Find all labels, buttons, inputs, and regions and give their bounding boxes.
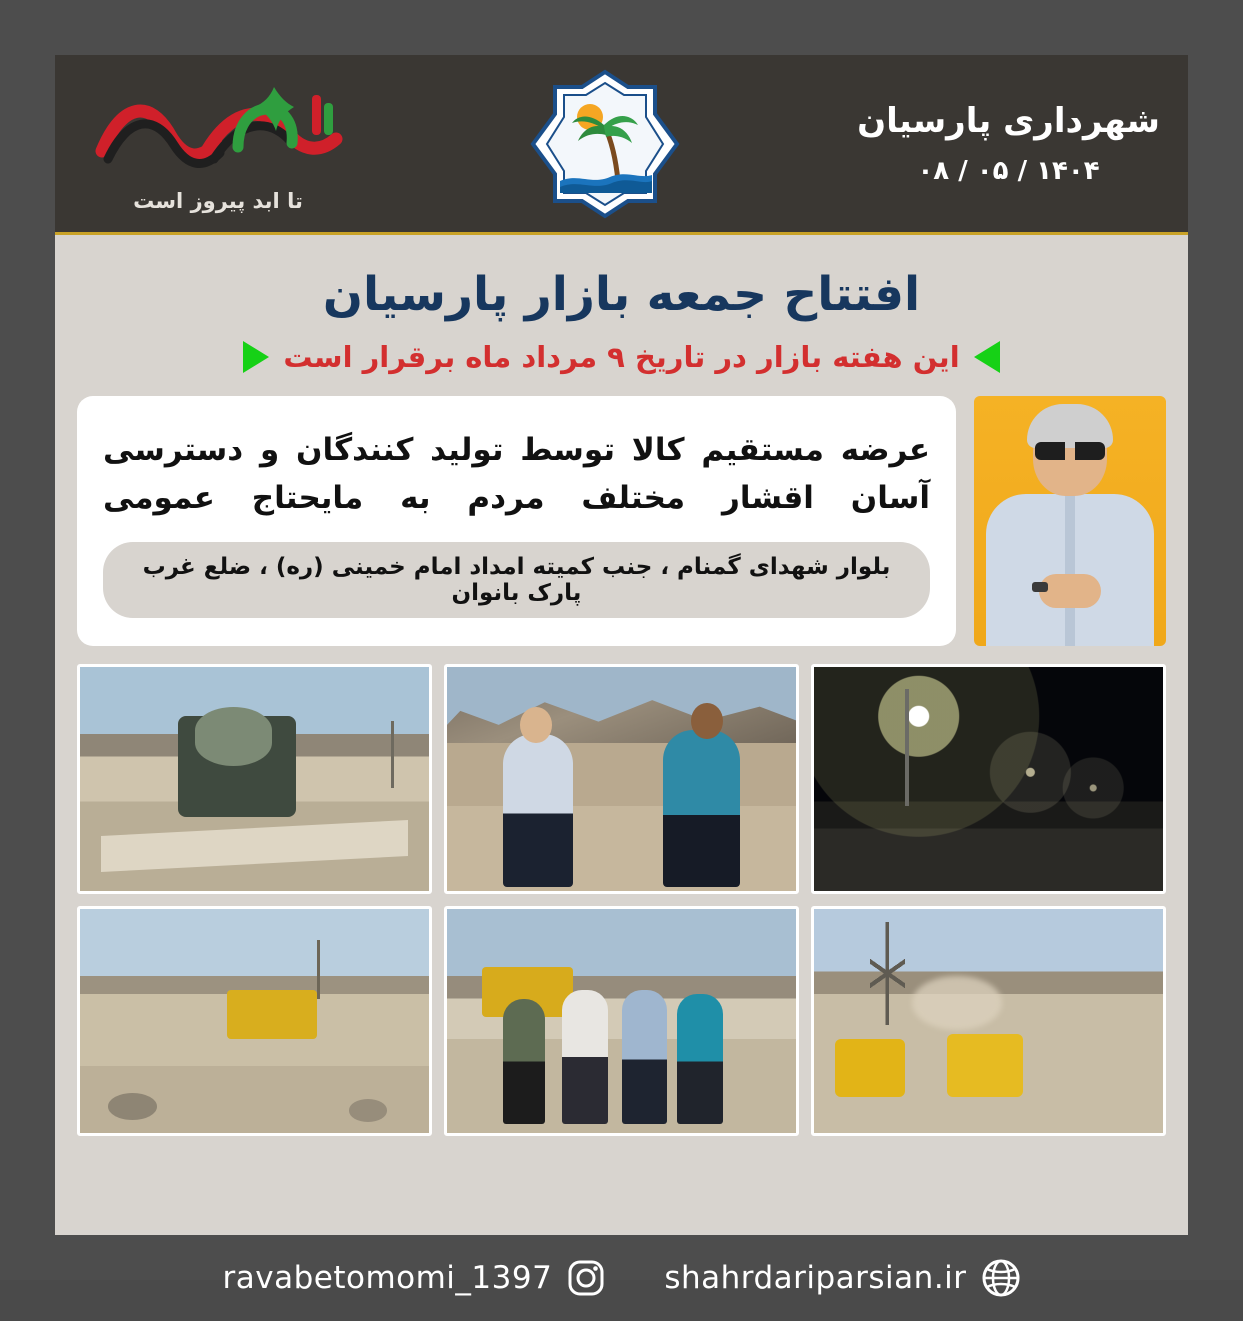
municipality-block: [857, 100, 1160, 187]
photo-grid: [77, 664, 1166, 1136]
arrow-left-icon: [974, 341, 1000, 373]
instagram-link[interactable]: [222, 1258, 606, 1298]
photo-grader-site: [77, 906, 432, 1136]
glasses-icon: [1035, 442, 1105, 460]
portrait-watch: [1032, 582, 1048, 592]
excavator: [947, 1034, 1024, 1097]
road-roller: [835, 1039, 905, 1097]
power-pylon: [391, 721, 394, 788]
arrow-right-icon: [243, 341, 269, 373]
person-3: [622, 990, 667, 1124]
brand-subtitle: تا ابد پیروز است: [133, 188, 303, 213]
website-text: shahrdariparsian.ir: [664, 1260, 967, 1296]
person-right: [663, 730, 740, 887]
portrait-photo: [974, 396, 1166, 646]
portrait-shirt-placket: [1065, 496, 1075, 646]
city-name: شهرداری پارسیان: [857, 101, 1160, 141]
instagram-icon: [566, 1258, 606, 1298]
concrete-slab: [101, 820, 408, 872]
poster-header: [55, 55, 1188, 235]
photo-officials-group: [444, 906, 799, 1136]
person-4: [677, 994, 722, 1124]
person-right-head: [691, 703, 722, 739]
info-description: عرضه مستقیم کالا توسط تولید کنندگان و دسترسی آسان اقشار مختلف مردم به مایحتاج عمومی: [103, 431, 930, 516]
brand-mark: [83, 75, 353, 187]
website-link[interactable]: [664, 1258, 1020, 1298]
person-left-head: [520, 707, 551, 743]
globe-icon: [981, 1258, 1021, 1298]
photo-night-roadworks: [811, 664, 1166, 894]
rock-pile-left: [108, 1093, 157, 1120]
publish-date: ۱۴۰۴ / ۰۵ / ۰۸: [917, 155, 1100, 186]
light-pole: [317, 940, 320, 998]
palm-sun-emblem-icon: [529, 68, 681, 220]
mixer-drum: [195, 707, 272, 765]
person-left: [503, 734, 573, 886]
page-title: افتتاح جمعه بازار پارسیان: [322, 267, 921, 322]
grader-machine: [227, 990, 318, 1039]
instagram-handle: ravabetomomi_1397: [222, 1260, 553, 1296]
person-2: [562, 990, 607, 1124]
photo-concrete-truck: [77, 664, 432, 894]
poster-footer: [55, 1235, 1188, 1321]
info-row: [77, 396, 1166, 646]
info-card: [77, 396, 956, 646]
poster-body: [55, 235, 1188, 1235]
photo-site-meeting: [444, 664, 799, 894]
subline-row: [77, 340, 1166, 374]
dust-cloud: [912, 976, 1003, 1030]
person-1: [503, 999, 545, 1124]
subtitle-text: این هفته بازار در تاریخ ۹ مرداد ماه برقرار است: [283, 340, 960, 374]
photo-roller-excavator: [811, 906, 1166, 1136]
address-text: بلوار شهدای گمنام ، جنب کمیته امداد امام خمینی (ره) ، ضلع غرب پارک بانوان: [103, 542, 930, 618]
mountain-backdrop: [444, 689, 799, 743]
portrait-hands: [1039, 574, 1101, 608]
power-pylon: [870, 922, 905, 1025]
iran-qavi-logo-icon: [83, 75, 353, 213]
rock-pile-right: [349, 1099, 387, 1121]
